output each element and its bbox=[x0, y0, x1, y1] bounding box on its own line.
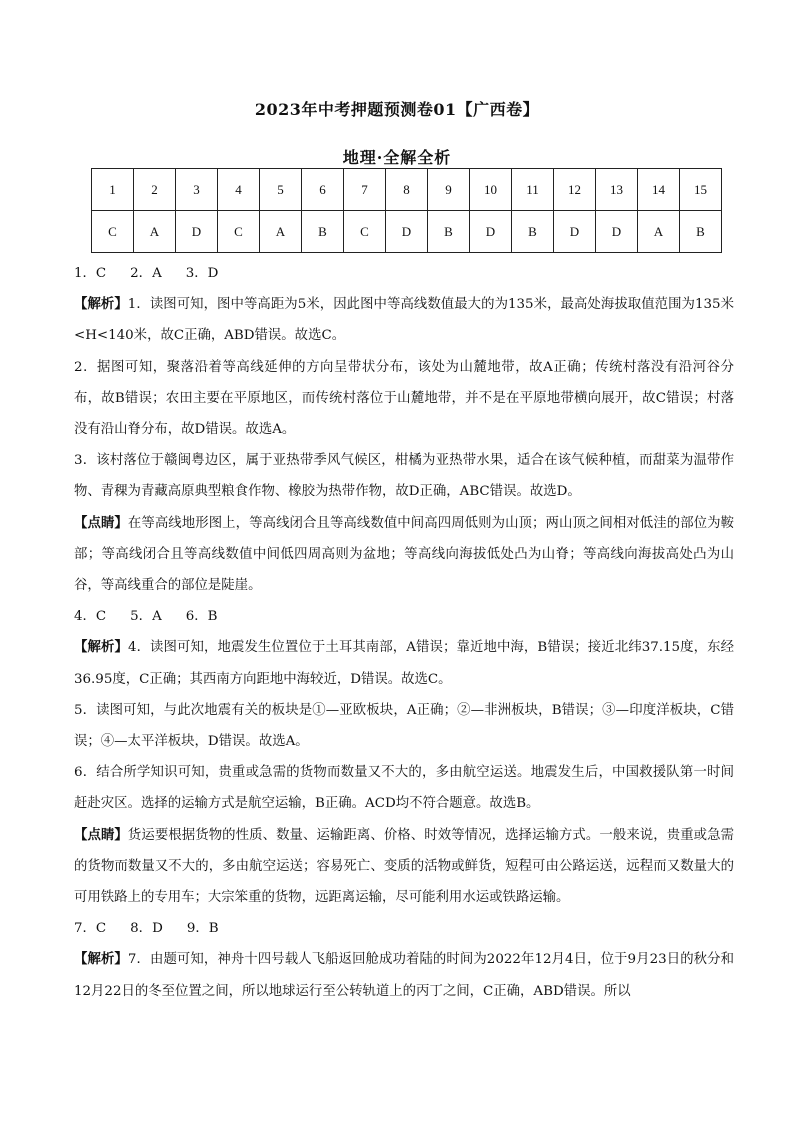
answer-cell: D bbox=[554, 211, 596, 253]
analysis-paragraph: 5．读图可知，与此次地震有关的板块是①—亚欧板块，A正确；②—非洲板块，B错误；③—印度洋板块，C错误；④—太平洋板块，D错误。故选A。 bbox=[74, 702, 734, 750]
answer-line bbox=[74, 601, 734, 632]
analysis-tag: 【解析】 bbox=[74, 951, 128, 968]
page-title: 2023年中考押题预测卷01【广西卷】 bbox=[254, 100, 540, 119]
answer-table-answer-row bbox=[92, 211, 722, 253]
answer-item: 5．A bbox=[130, 609, 162, 625]
question-number: 9 bbox=[428, 169, 470, 211]
analysis-tag: 【解析】 bbox=[74, 296, 128, 313]
question-number: 6 bbox=[302, 169, 344, 211]
tip-text: 货运要根据货物的性质、数量、运输距离、价格、时效等情况，选择运输方式。一般来说，贵重或急需的货物而数量又不大的，多由航空运送；容易死亡、变质的活物或鲜货，短程可由公路运送，远程而又数量大的可用铁路上的专用车；大宗笨重的货物，远距离运输，尽可能利用水运或铁路运输。 bbox=[74, 827, 735, 906]
tip-text: 在等高线地形图上，等高线闭合且等高线数值中间高四周低则为山顶；两山顶之间相对低洼的部位为鞍部；等高线闭合且等高线数值中间低四周高则为盆地；等高线向海拔低处凸为山脊；等高线向海拔高处凸为山谷，等高线重合的部位是陡崖。 bbox=[74, 515, 735, 594]
question-number: 4 bbox=[218, 169, 260, 211]
tip-tag: 【点睛】 bbox=[74, 826, 128, 843]
answer-table-number-row bbox=[92, 169, 722, 211]
answer-line bbox=[74, 258, 734, 289]
answer-cell: B bbox=[428, 211, 470, 253]
analysis-paragraph bbox=[74, 632, 734, 694]
answer-item: 4．C bbox=[74, 609, 107, 625]
question-number: 12 bbox=[554, 169, 596, 211]
page-subtitle: 地理·全解全析 bbox=[342, 148, 452, 167]
answer-cell: A bbox=[638, 211, 680, 253]
question-number: 15 bbox=[680, 169, 722, 211]
answer-cell: B bbox=[302, 211, 344, 253]
answer-cell: B bbox=[512, 211, 554, 253]
question-number: 2 bbox=[134, 169, 176, 211]
answer-cell: C bbox=[344, 211, 386, 253]
answer-item: 2．A bbox=[130, 266, 162, 281]
question-number: 11 bbox=[512, 169, 554, 211]
analysis-text: 7．由题可知，神舟十四号载人飞船返回舱成功着陆的时间为2022年12月4日，位于9月23日的秋分和12月22日的冬至位置之间，所以地球运行至公转轨道上的丙丁之间，C正确，ABD错误。所以 bbox=[74, 952, 735, 999]
tip-tag: 【点睛】 bbox=[74, 514, 128, 531]
analysis-paragraph bbox=[74, 289, 734, 351]
analysis-text: 1．读图可知，图中等高距为5米，因此图中等高线数值最大的为135米，最高处海拔取值范围为135米<H<140米，故C正确，ABD错误。故选C。 bbox=[74, 297, 735, 344]
answer-cell: D bbox=[176, 211, 218, 253]
answer-item: 6．B bbox=[185, 609, 218, 625]
analysis-text: 4．读图可知，地震发生位置位于土耳其南部，A错误；靠近地中海，B错误；接近北纬37.15度，东经36.95度，C正确；其西南方向距地中海较近，D错误。故选C。 bbox=[74, 640, 734, 687]
question-number: 10 bbox=[470, 169, 512, 211]
tip-paragraph bbox=[74, 820, 734, 914]
question-number: 5 bbox=[260, 169, 302, 211]
answer-cell: A bbox=[260, 211, 302, 253]
answer-item: 1．C bbox=[74, 266, 107, 281]
analysis-paragraph: 3．该村落位于赣闽粤边区，属于亚热带季风气候区，柑橘为亚热带水果，适合在该气候种植，而甜菜为温带作物、青稞为青藏高原典型粮食作物、橡胶为热带作物，故D正确，ABC错误。故选D。 bbox=[74, 453, 734, 500]
answer-item: 3．D bbox=[185, 266, 219, 281]
answer-cell: D bbox=[386, 211, 428, 253]
answer-item: 7．C bbox=[74, 921, 107, 937]
answer-table bbox=[91, 168, 722, 253]
answer-cell: C bbox=[92, 211, 134, 253]
answer-cell: C bbox=[218, 211, 260, 253]
answer-cell: D bbox=[470, 211, 512, 253]
question-number: 8 bbox=[386, 169, 428, 211]
analysis-paragraph: 6．结合所学知识可知，贵重或急需的货物而数量又不大的，多由航空运送。地震发生后，中国救援队第一时间赶赴灾区。选择的运输方式是航空运输，B正确。ACD均不符合题意。故选B。 bbox=[74, 765, 734, 812]
analysis-paragraph: 2．据图可知，聚落沿着等高线延伸的方向呈带状分布，该处为山麓地带，故A正确；传统村落没有沿河谷分布，故B错误；农田主要在平原地区，而传统村落位于山麓地带，并不是在平原地带横向展开，故C错误；村落没有沿山脊分布，故D错误。故选A。 bbox=[74, 359, 734, 438]
tip-paragraph bbox=[74, 508, 734, 602]
question-number: 14 bbox=[638, 169, 680, 211]
answer-item: 8．D bbox=[130, 921, 163, 937]
answer-cell: D bbox=[596, 211, 638, 253]
analysis-tag: 【解析】 bbox=[74, 639, 128, 656]
answer-line bbox=[74, 913, 734, 944]
question-number: 1 bbox=[92, 169, 134, 211]
question-number: 13 bbox=[596, 169, 638, 211]
answer-cell: B bbox=[680, 211, 722, 253]
answer-item: 9．B bbox=[186, 921, 219, 937]
question-number: 7 bbox=[344, 169, 386, 211]
analysis-paragraph bbox=[74, 944, 734, 1006]
question-number: 3 bbox=[176, 169, 218, 211]
answer-cell: A bbox=[134, 211, 176, 253]
explanation-body bbox=[74, 258, 734, 1007]
